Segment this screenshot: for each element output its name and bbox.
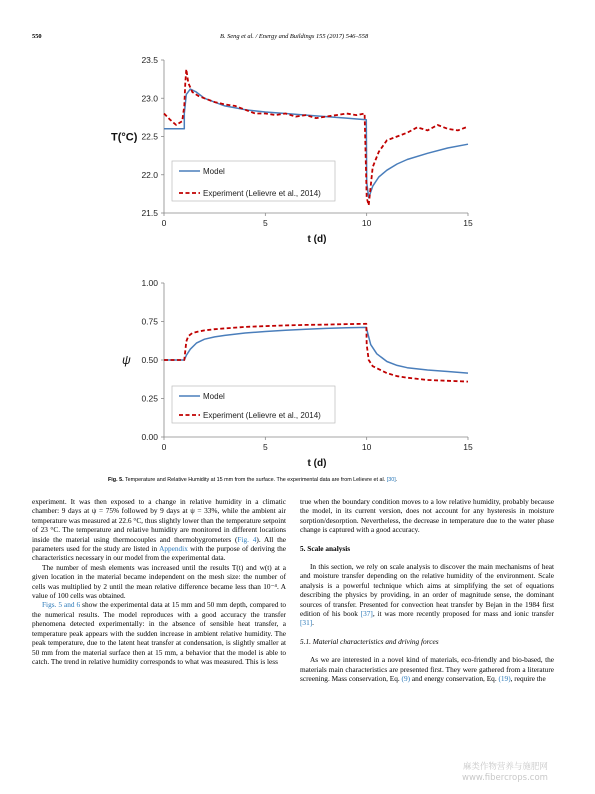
- paragraph: true when the boundary condition moves to a low relative humidity, probably because the model, in its current version, does not account for any hysteresis in moisture sorption/desorption. Nevertheless, the decrease in temperature due to the water phase change is captured with a good accuracy.: [300, 497, 554, 535]
- figure-caption-end: .: [395, 477, 398, 483]
- figures-link[interactable]: Figs. 5 and 6: [42, 600, 81, 610]
- figure-caption-text: Temperature and Relative Humidity at 15 mm from the surface. The experimental data are from Lelievre et al.: [123, 477, 387, 483]
- x-tick-label: 10: [361, 218, 372, 228]
- x-tick-label: 15: [463, 442, 473, 452]
- left-column: [32, 497, 286, 666]
- paragraph: The number of mesh elements was increased until the results T(t) and w(t) at a given location in the material became independent on the mesh size: the number of cells was multiplied by 2 until the mean relative difference became less than 10⁻⁴. A value of 100 cells was obtained.: [32, 562, 286, 601]
- equation-link[interactable]: (19): [498, 674, 511, 684]
- x-tick-label: 15: [463, 218, 473, 228]
- equation-link[interactable]: (9): [401, 674, 411, 684]
- figure-label: Fig. 5.: [108, 477, 124, 483]
- text-run: ). All the parameters used for the study are listed in: [32, 534, 286, 554]
- series-line-model: [164, 327, 468, 373]
- watermark-line: www.fibercrops.com: [462, 773, 548, 783]
- y-tick-label: 0.25: [141, 393, 158, 404]
- running-header: B. Seng et al. / Energy and Buildings 155 (2017) 546–558: [220, 33, 369, 40]
- text-run: with the purpose of deriving the characteristics necessary in our model from the experimental data.: [32, 544, 287, 563]
- y-tick-label: 23.0: [141, 93, 158, 104]
- figure-caption: [108, 477, 397, 483]
- x-tick-label: 0: [161, 218, 167, 228]
- y-tick-label: 21.5: [141, 208, 158, 218]
- text-run: As we are interested in a novel kind of materials, eco-friendly and bio-based, the materials main characteristics are presented first. They were gathered from a literature screening. Mass conservation, Eq.: [300, 655, 554, 684]
- x-tick-label: 10: [361, 442, 372, 452]
- y-tick-label: 0.75: [141, 316, 158, 327]
- text-run: show the experimental data at 15 mm and 50 mm depth, compared to the numerical results. The model reproduces with a good accuracy the transfer phenomena detected experimentally: in the absence of sensible heat transfer, a temperature peak appears with the sudden increase in ambient relative humidity. The peak temperature, due to the latent heat transfer at condensation, is slightly smaller at 50 mm from the material surface then at 15 mm, a behavior that the model is able to catch. The trend in relative humidity corresponds to what was measured. This is less: [32, 600, 287, 666]
- text-run: , it was more recently proposed for mass and ionic transfer: [372, 609, 554, 619]
- paragraph: [32, 600, 286, 666]
- text-run: and energy conservation, Eq.: [410, 674, 499, 684]
- x-tick-label: 0: [161, 442, 167, 452]
- section-heading: 5. Scale analysis: [300, 543, 351, 553]
- x-axis-label: t (d): [307, 234, 327, 245]
- reference-link[interactable]: [31]: [300, 618, 313, 628]
- x-tick-label: 5: [262, 218, 268, 228]
- paragraph: [300, 562, 554, 628]
- series-line-experiment: [164, 324, 468, 382]
- x-tick-label: 5: [262, 442, 268, 452]
- reference-link[interactable]: [37]: [360, 609, 373, 619]
- humidity-chart: [0, 275, 595, 475]
- legend-label: Model: [203, 167, 225, 176]
- watermark: [462, 762, 548, 784]
- y-tick-label: 23.5: [141, 55, 158, 65]
- text-run: .: [312, 618, 314, 628]
- legend-label: Experiment (Lelievre et al., 2014): [203, 189, 321, 198]
- y-axis-label: T(°C): [111, 131, 138, 144]
- x-axis-label: t (d): [307, 458, 327, 469]
- y-tick-label: 0.50: [141, 355, 158, 365]
- page-number: 550: [32, 33, 42, 40]
- y-tick-label: 22.0: [141, 169, 158, 180]
- text-run: In this section, we rely on scale analysis to discover the main mechanisms of heat and moisture transfer depending on the relative humidity of the environment. Scale analysis is a powerful technique which aims at simplifying the set of equations describing the physics by providing, in an order of magnitude sense, the dominant sources of transfer. Presented for convection heat transfer by Bejan in the 1984 first edition of his book: [300, 562, 554, 619]
- paragraph: [300, 655, 554, 683]
- text-run: , require the: [510, 674, 546, 684]
- watermark-line: 麻类作物营养与施肥网: [462, 762, 548, 772]
- paragraph: [32, 497, 286, 563]
- appendix-link[interactable]: Appendix: [159, 544, 188, 554]
- subsection-heading: 5.1. Material characteristics and driving forces: [300, 636, 439, 646]
- y-tick-label: 0.00: [141, 432, 158, 442]
- y-tick-label: 22.5: [141, 131, 158, 142]
- figure-link[interactable]: Fig. 4: [237, 534, 257, 544]
- legend-label: Experiment (Lelievre et al., 2014): [203, 411, 321, 420]
- text-run: experiment. It was then exposed to a change in relative humidity in a climatic chamber: 9 days at ψ = 75% followed by 9 days at ψ = 33%, while the ambient air temperature was measured at 22.6 °C, thus slightly lower than the temperature setpoint of 23 °C. The temperature and relative humidity are monitored in different locations inside the material using thermocouples and thermohygrometers (: [32, 497, 286, 544]
- y-axis-label: ψ: [122, 353, 131, 367]
- legend-label: Model: [203, 392, 225, 401]
- figure-caption-ref[interactable]: [30]: [386, 477, 396, 483]
- y-tick-label: 1.00: [141, 278, 158, 288]
- right-column: [300, 497, 554, 684]
- temperature-chart: [0, 50, 595, 270]
